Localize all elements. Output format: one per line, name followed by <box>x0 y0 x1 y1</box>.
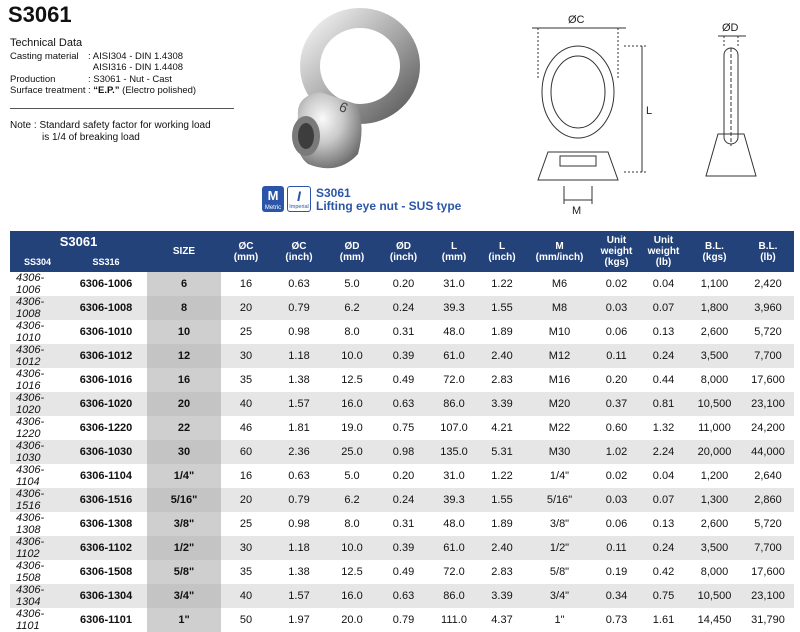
cell-ss316: 6306-1508 <box>79 566 133 578</box>
cell-bl-lb: 7,700 <box>742 344 794 368</box>
cell-c-mm: 30 <box>221 536 271 560</box>
metric-letter: M <box>267 188 279 203</box>
cell-bl-kgs: 8,000 <box>700 374 729 386</box>
tech-value: AISI316 - DIN 1.4408 <box>88 62 184 73</box>
note-line-2: is 1/4 of breaking load <box>42 132 140 143</box>
imperial-badge <box>287 186 311 212</box>
cell-c-inch: 0.79 <box>271 296 327 320</box>
cell-weight-lb: 0.75 <box>640 584 687 608</box>
cell-l-mm: 72.0 <box>443 374 465 386</box>
cell-size: 3/8" <box>147 512 221 536</box>
caption-code: S3061 <box>316 186 351 200</box>
cell-bl-kgs: 10,500 <box>687 584 742 608</box>
cell-ss304: 4306-1304 <box>10 584 65 608</box>
cell-size: 20 <box>147 392 221 416</box>
cell-m: M16 <box>548 374 571 386</box>
cell-ss316: 6306-1104 <box>80 470 132 482</box>
cell-d-mm: 8.0 <box>344 326 360 338</box>
cell-bl-lb: 2,860 <box>742 488 794 512</box>
col-weight-lb: Unit weight (lb) <box>640 231 687 272</box>
tech-key <box>10 62 88 74</box>
metric-badge <box>262 186 284 212</box>
col-l-mm: L (mm) <box>430 231 478 272</box>
cell-ss316: 6306-1012 <box>65 344 147 368</box>
product-title: S3061 <box>8 2 72 27</box>
cell-d-mm: 19.0 <box>341 422 363 434</box>
cell-size: 8 <box>147 296 221 320</box>
cell-ss316: 6306-1101 <box>80 614 132 626</box>
tech-value: : AISI304 - DIN 1.4308 <box>88 50 184 62</box>
cell-ss316: 6306-1220 <box>79 422 133 434</box>
cell-l-mm: 61.0 <box>430 536 478 560</box>
col-bl-kgs: B.L. (kgs) <box>687 231 742 272</box>
col-weight-kgs: Unit weight (kgs) <box>593 231 640 272</box>
cell-l-inch: 2.40 <box>478 344 526 368</box>
cell-l-mm: 39.3 <box>430 296 478 320</box>
cell-l-inch: 4.37 <box>491 614 513 626</box>
col-size: SIZE <box>147 231 221 272</box>
col-l-inch: L (inch) <box>478 231 526 272</box>
cell-size: 6 <box>147 272 221 296</box>
cell-ss304: 4306-1006 <box>16 272 45 296</box>
cell-bl-lb: 44,000 <box>742 440 794 464</box>
cell-l-inch: 1.22 <box>491 278 513 290</box>
cell-ss304: 4306-1101 <box>16 608 45 632</box>
cell-weight-kgs: 0.11 <box>593 536 640 560</box>
cell-c-mm: 30 <box>221 344 271 368</box>
cell-d-mm: 10.0 <box>327 536 377 560</box>
tech-value-bold: “E.P.” <box>93 85 120 96</box>
cell-c-mm: 16 <box>239 278 253 290</box>
cell-l-inch: 1.55 <box>478 488 526 512</box>
cell-size: 5/16" <box>147 488 221 512</box>
cell-bl-kgs: 3,500 <box>687 536 742 560</box>
cell-d-mm: 6.2 <box>327 296 377 320</box>
tech-row <box>10 74 196 86</box>
cell-l-inch: 5.31 <box>478 440 526 464</box>
col-c-mm: ØC (mm) <box>221 231 271 272</box>
cell-weight-lb: 0.42 <box>652 566 675 578</box>
cell-ss316: 6306-1304 <box>65 584 147 608</box>
tech-value-pre: : <box>88 85 94 96</box>
cell-m: 3/4" <box>526 584 593 608</box>
cell-ss304: 4306-1104 <box>16 464 45 488</box>
cell-weight-lb: 0.24 <box>640 536 687 560</box>
dim-label-c: ØC <box>568 14 585 26</box>
cell-ss316: 6306-1102 <box>65 536 147 560</box>
cell-weight-kgs: 0.37 <box>593 392 640 416</box>
cell-d-inch: 0.31 <box>392 326 415 338</box>
tech-key: Casting material <box>10 50 79 62</box>
cell-m: 5/8" <box>549 566 570 578</box>
cell-size: 5/8" <box>147 560 221 584</box>
cell-d-inch: 0.31 <box>392 518 415 530</box>
cell-l-inch: 1.89 <box>491 326 513 338</box>
section-divider <box>10 108 234 109</box>
cell-l-mm: 86.0 <box>430 584 478 608</box>
cell-weight-kgs: 0.03 <box>593 488 640 512</box>
cell-d-mm: 16.0 <box>327 584 377 608</box>
tech-value-post: (Electro polished) <box>119 85 197 96</box>
cell-m: 1" <box>554 614 565 626</box>
cell-weight-lb: 2.24 <box>640 440 687 464</box>
cell-c-mm: 16 <box>239 470 253 482</box>
cell-bl-lb: 31,790 <box>751 614 785 626</box>
table-row <box>10 440 794 464</box>
cell-size: 1" <box>147 608 221 632</box>
cell-l-inch: 2.83 <box>491 374 513 386</box>
cell-d-inch: 0.20 <box>392 470 415 482</box>
cell-l-inch: 3.39 <box>478 392 526 416</box>
cell-d-inch: 0.49 <box>392 566 415 578</box>
cell-ss304: 4306-1220 <box>16 416 45 440</box>
cell-l-mm: 111.0 <box>441 614 467 626</box>
cell-ss304: 4306-1508 <box>16 560 45 584</box>
tech-key: Production <box>10 73 56 85</box>
cell-weight-kgs: 0.06 <box>605 518 628 530</box>
cell-d-mm: 12.5 <box>341 566 363 578</box>
cell-weight-lb: 1.61 <box>652 614 675 626</box>
cell-d-inch: 0.39 <box>377 344 430 368</box>
cell-d-inch: 0.24 <box>377 488 430 512</box>
cell-c-inch: 2.36 <box>271 440 327 464</box>
cell-d-mm: 20.0 <box>341 614 363 626</box>
cell-l-inch: 1.22 <box>491 470 513 482</box>
cell-l-mm: 48.0 <box>443 518 465 530</box>
cell-ss304: 4306-1308 <box>16 512 45 536</box>
cell-ss304: 4306-1020 <box>10 392 65 416</box>
cell-c-mm: 50 <box>239 614 253 626</box>
group-header: S3061 <box>10 231 147 252</box>
cell-weight-lb: 0.13 <box>652 326 675 338</box>
cell-d-inch: 0.24 <box>377 296 430 320</box>
cell-weight-lb: 0.24 <box>640 344 687 368</box>
cell-c-inch: 1.57 <box>271 392 327 416</box>
cell-bl-lb: 23,100 <box>742 584 794 608</box>
cell-bl-kgs: 8,000 <box>700 566 729 578</box>
col-m: M (mm/inch) <box>526 231 593 272</box>
cell-d-inch: 0.63 <box>377 584 430 608</box>
cell-size: 1/4" <box>147 464 221 488</box>
cell-d-inch: 0.49 <box>392 374 415 386</box>
cell-weight-kgs: 0.02 <box>605 278 628 290</box>
table-row <box>10 512 794 536</box>
cell-m: M22 <box>548 422 571 434</box>
cell-weight-kgs: 0.11 <box>593 344 640 368</box>
cell-m: M30 <box>526 440 593 464</box>
cell-c-inch: 1.97 <box>288 614 310 626</box>
cell-size: 10 <box>147 320 221 344</box>
cell-weight-lb: 0.04 <box>652 470 675 482</box>
cell-l-inch: 2.83 <box>491 566 513 578</box>
cell-c-mm: 20 <box>221 296 271 320</box>
cell-bl-kgs: 2,600 <box>700 326 729 338</box>
cell-d-mm: 5.0 <box>344 278 360 290</box>
cell-c-inch: 1.18 <box>271 536 327 560</box>
cell-ss304: 4306-1008 <box>10 296 65 320</box>
cell-c-inch: 1.18 <box>271 344 327 368</box>
cell-ss316: 6306-1016 <box>79 374 133 386</box>
cell-l-mm: 72.0 <box>443 566 465 578</box>
cell-d-mm: 16.0 <box>327 392 377 416</box>
cell-bl-kgs: 1,200 <box>700 470 729 482</box>
cell-l-mm: 31.0 <box>443 278 465 290</box>
technical-heading: Technical Data <box>10 37 83 49</box>
col-ss316: SS316 <box>65 252 147 272</box>
cell-l-inch: 3.39 <box>478 584 526 608</box>
caption-text: Lifting eye nut - SUS type <box>316 199 462 213</box>
cell-l-mm: 86.0 <box>430 392 478 416</box>
table-row <box>10 560 794 584</box>
cell-d-inch: 0.20 <box>392 278 415 290</box>
cell-ss316: 6306-1020 <box>65 392 147 416</box>
dim-label-l: L <box>646 105 653 117</box>
cell-c-inch: 0.79 <box>271 488 327 512</box>
cell-l-mm: 31.0 <box>443 470 465 482</box>
table-row <box>10 536 794 560</box>
cell-bl-lb: 3,960 <box>742 296 794 320</box>
dim-label-d: ØD <box>722 22 739 34</box>
cell-bl-kgs: 1,100 <box>700 278 729 290</box>
cell-ss316: 6306-1008 <box>65 296 147 320</box>
cell-bl-kgs: 3,500 <box>687 344 742 368</box>
cell-m: M6 <box>551 278 568 290</box>
cell-c-inch: 1.38 <box>288 374 310 386</box>
cell-ss304: 4306-1102 <box>10 536 65 560</box>
unit-badges <box>262 186 311 212</box>
col-d-mm: ØD (mm) <box>327 231 377 272</box>
cell-weight-kgs: 0.02 <box>605 470 628 482</box>
tech-value: : S3061 - Nut - Cast <box>88 73 172 85</box>
cell-d-mm: 8.0 <box>344 518 360 530</box>
cell-bl-lb: 17,600 <box>751 374 785 386</box>
cell-bl-kgs: 20,000 <box>687 440 742 464</box>
cell-bl-lb: 24,200 <box>751 422 785 434</box>
cell-l-inch: 2.40 <box>478 536 526 560</box>
tech-value <box>88 85 196 97</box>
cell-weight-lb: 0.07 <box>640 296 687 320</box>
cell-ss304: 4306-1012 <box>10 344 65 368</box>
technical-drawing <box>520 6 790 218</box>
table-row <box>10 368 794 392</box>
cell-bl-lb: 23,100 <box>742 392 794 416</box>
product-photo <box>268 4 428 179</box>
cell-d-mm: 6.2 <box>327 488 377 512</box>
cell-m: 3/8" <box>549 518 570 530</box>
cell-size: 3/4" <box>147 584 221 608</box>
cell-l-mm: 135.0 <box>430 440 478 464</box>
cell-ss316: 6306-1516 <box>65 488 147 512</box>
cell-c-inch: 1.81 <box>288 422 310 434</box>
cell-size: 16 <box>147 368 221 392</box>
cell-weight-lb: 0.81 <box>640 392 687 416</box>
cell-d-mm: 12.5 <box>341 374 363 386</box>
cell-size: 12 <box>147 344 221 368</box>
cell-ss304: 4306-1030 <box>10 440 65 464</box>
cell-c-mm: 20 <box>221 488 271 512</box>
cell-c-inch: 1.57 <box>271 584 327 608</box>
technical-data <box>10 38 196 97</box>
table-row <box>10 320 794 344</box>
cell-m: M8 <box>526 296 593 320</box>
cell-weight-kgs: 0.20 <box>605 374 628 386</box>
cell-ss304: 4306-1516 <box>10 488 65 512</box>
dim-label-m: M <box>572 205 582 217</box>
cell-m: M12 <box>526 344 593 368</box>
cell-d-mm: 25.0 <box>327 440 377 464</box>
cell-c-inch: 0.98 <box>288 326 310 338</box>
cell-d-mm: 10.0 <box>327 344 377 368</box>
cell-c-mm: 35 <box>239 374 253 386</box>
cell-bl-kgs: 14,450 <box>697 614 732 626</box>
cell-bl-kgs: 2,600 <box>700 518 729 530</box>
cell-m: M10 <box>548 326 571 338</box>
note-line-1: Note : Standard safety factor for working load <box>10 120 211 131</box>
imperial-letter: I <box>297 188 301 204</box>
cell-m: 1/2" <box>526 536 593 560</box>
cell-ss304: 4306-1010 <box>16 320 45 344</box>
cell-bl-kgs: 1,800 <box>687 296 742 320</box>
cell-c-inch: 1.38 <box>288 566 310 578</box>
cell-d-inch: 0.39 <box>377 536 430 560</box>
tech-row <box>10 51 196 63</box>
table-row <box>10 584 794 608</box>
col-d-inch: ØD (inch) <box>377 231 430 272</box>
cell-d-inch: 0.98 <box>377 440 430 464</box>
table-header-row <box>10 231 794 252</box>
cell-m: 5/16" <box>526 488 593 512</box>
cell-bl-lb: 5,720 <box>754 518 782 530</box>
cell-l-inch: 1.55 <box>478 296 526 320</box>
cell-weight-lb: 1.32 <box>652 422 675 434</box>
metric-sub: Metric <box>264 205 282 211</box>
cell-weight-lb: 0.07 <box>640 488 687 512</box>
col-bl-lb: B.L. (lb) <box>742 231 794 272</box>
tech-row <box>10 85 196 97</box>
cell-c-mm: 35 <box>239 566 253 578</box>
cell-size: 22 <box>147 416 221 440</box>
cell-weight-lb: 0.13 <box>652 518 675 530</box>
table-body <box>10 272 794 632</box>
cell-ss316: 6306-1006 <box>79 278 133 290</box>
cell-ss316: 6306-1030 <box>65 440 147 464</box>
table-row <box>10 344 794 368</box>
cell-weight-kgs: 0.73 <box>605 614 628 626</box>
cell-bl-lb: 2,420 <box>754 278 782 290</box>
imperial-sub: Imperial <box>289 204 309 210</box>
cell-bl-lb: 5,720 <box>754 326 782 338</box>
cell-ss316: 6306-1010 <box>79 326 133 338</box>
cell-weight-kgs: 0.19 <box>605 566 628 578</box>
table-row <box>10 272 794 296</box>
col-c-inch: ØC (inch) <box>271 231 327 272</box>
cell-ss304: 4306-1016 <box>16 368 45 392</box>
cell-c-mm: 60 <box>221 440 271 464</box>
cell-l-mm: 61.0 <box>430 344 478 368</box>
cell-size: 1/2" <box>147 536 221 560</box>
cell-d-mm: 5.0 <box>344 470 360 482</box>
stamp-mark: 6 <box>336 98 351 117</box>
cell-d-inch: 0.79 <box>392 614 415 626</box>
cell-bl-kgs: 11,000 <box>698 422 731 434</box>
cell-m: M20 <box>526 392 593 416</box>
cell-c-mm: 25 <box>239 518 253 530</box>
cell-c-inch: 0.98 <box>288 518 310 530</box>
cell-c-inch: 0.63 <box>288 278 310 290</box>
cell-d-inch: 0.75 <box>392 422 415 434</box>
cell-bl-lb: 7,700 <box>742 536 794 560</box>
cell-d-inch: 0.63 <box>377 392 430 416</box>
col-ss304: SS304 <box>10 252 65 272</box>
cell-l-inch: 4.21 <box>491 422 513 434</box>
cell-size: 30 <box>147 440 221 464</box>
cell-weight-lb: 0.04 <box>652 278 675 290</box>
spec-table <box>10 231 794 632</box>
cell-c-mm: 25 <box>239 326 253 338</box>
cell-c-mm: 40 <box>221 584 271 608</box>
cell-c-mm: 46 <box>239 422 253 434</box>
product-caption <box>316 187 461 213</box>
cell-l-inch: 1.89 <box>491 518 513 530</box>
safety-note <box>10 120 211 144</box>
cell-weight-kgs: 0.60 <box>605 422 628 434</box>
cell-ss316: 6306-1308 <box>79 518 133 530</box>
cell-bl-kgs: 10,500 <box>687 392 742 416</box>
cell-bl-lb: 17,600 <box>751 566 785 578</box>
table-row <box>10 488 794 512</box>
cell-weight-kgs: 0.34 <box>593 584 640 608</box>
cell-c-mm: 40 <box>221 392 271 416</box>
cell-c-inch: 0.63 <box>288 470 310 482</box>
cell-weight-kgs: 0.06 <box>605 326 628 338</box>
cell-l-mm: 39.3 <box>430 488 478 512</box>
table-row <box>10 608 794 632</box>
cell-weight-kgs: 0.03 <box>593 296 640 320</box>
cell-l-mm: 48.0 <box>443 326 465 338</box>
cell-m: 1/4" <box>549 470 570 482</box>
tech-row <box>10 62 196 74</box>
cell-l-mm: 107.0 <box>440 422 468 434</box>
table-row <box>10 296 794 320</box>
table-row <box>10 392 794 416</box>
table-row <box>10 464 794 488</box>
cell-bl-lb: 2,640 <box>754 470 782 482</box>
cell-bl-kgs: 1,300 <box>687 488 742 512</box>
cell-weight-kgs: 1.02 <box>593 440 640 464</box>
cell-weight-lb: 0.44 <box>652 374 675 386</box>
tech-key: Surface treatment <box>10 85 86 96</box>
table-row <box>10 416 794 440</box>
